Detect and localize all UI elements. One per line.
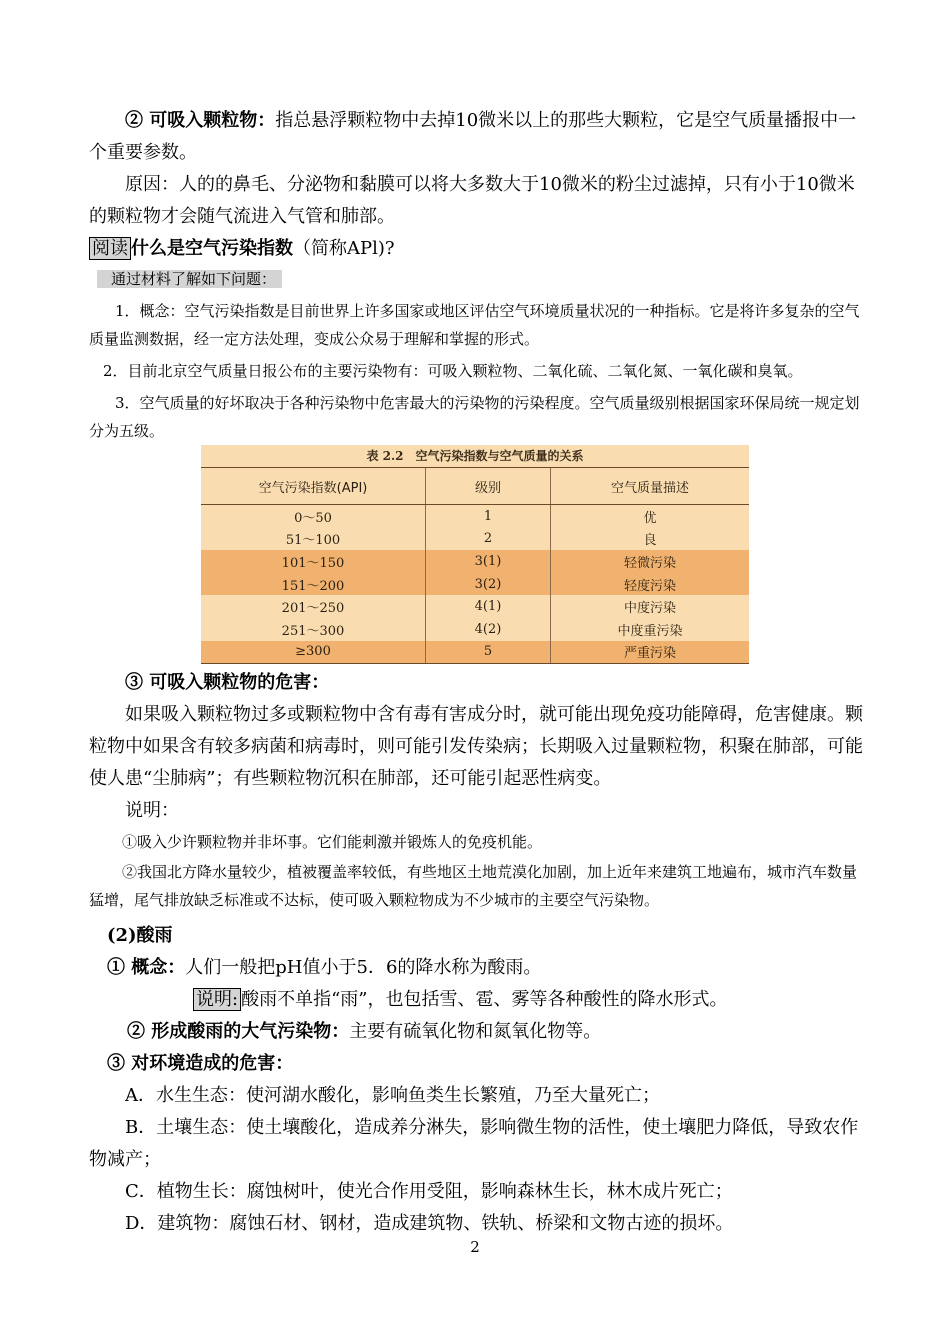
api-table: [201, 467, 749, 664]
cell-level: 3(1): [426, 550, 551, 573]
cell-level: 5: [426, 641, 551, 664]
cell-level: 1: [426, 505, 551, 528]
table-row: [201, 573, 749, 596]
table-row: [201, 528, 749, 551]
cell-level: 4(1): [426, 595, 551, 618]
acid-concept: [107, 952, 883, 984]
intro-text: 通过材料了解如下问题：: [97, 270, 282, 288]
table-row: [201, 550, 749, 573]
cell-description: 轻度污染: [551, 573, 750, 596]
header-api: 空气污染指数(API): [201, 468, 426, 505]
reading-heading: [89, 233, 865, 265]
reading-tag: 阅读: [89, 237, 131, 260]
acid-concept-label: ① 概念：: [107, 957, 186, 978]
explain-text: 酸雨不单指“雨”，也包括雪、雹、雾等各种酸性的降水形式。: [241, 989, 728, 1010]
acid-harm-heading: [107, 1048, 883, 1080]
acid-concept-text: 人们一般把pH值小于5．6的降水称为酸雨。: [185, 957, 542, 978]
cell-description: 轻微污染: [551, 550, 750, 573]
cell-description: 严重污染: [551, 641, 750, 664]
header-description: 空气质量描述: [551, 468, 750, 505]
note-2: ②我国北方降水量较少，植被覆盖率较低，有些地区土地荒漠化加剧，加上近年来建筑工地遍布，城市汽车数量猛增，尾气排放缺乏标准或不达标，使可吸入颗粒物成为不少城市的主要空气污染物。: [89, 863, 858, 909]
harm-item-a: A．水生生态：使河湖水酸化，影响鱼类生长繁殖，乃至大量死亡；: [125, 1085, 660, 1106]
acid-rain-heading: [107, 920, 883, 952]
harm-item-b: B．土壤生态：使土壤酸化，造成养分淋失，影响微生物的活性，使土壤肥力降低，导致农作物减产；: [89, 1117, 859, 1170]
acid-explain: [193, 984, 873, 1016]
explain-label: 说明:: [193, 988, 241, 1011]
cell-description: 优: [551, 505, 750, 528]
table-row: [201, 641, 749, 664]
acid-rain-title: (2)酸雨: [107, 925, 173, 946]
cell-api: 201～250: [201, 595, 426, 618]
page-number: 2: [470, 1238, 480, 1256]
cell-api: 101～150: [201, 550, 426, 573]
item-pollutants: 2．目前北京空气质量日报公布的主要污染物有：可吸入颗粒物、二氧化硫、二氧化氮、一氧化碳和臭氧。: [103, 362, 803, 380]
harm-title: ③ 可吸入颗粒物的危害：: [125, 672, 330, 693]
harm-heading: [89, 667, 865, 699]
acid-harm-label: ③ 对环境造成的危害：: [107, 1053, 294, 1074]
reading-title: 什么是空气污染指数: [131, 238, 293, 259]
harm-paragraph: 如果吸入颗粒物过多或颗粒物中含有毒有害成分时，就可能出现免疫功能障碍，危害健康。颗粒物中如果含有较多病菌和病毒时，则可能引发传染病；长期吸入过量颗粒物，积聚在肺部，可能使人患“尘肺病”；有些颗粒物沉积在肺部，还可能引起恶性病变。: [89, 704, 863, 789]
table-row: [201, 595, 749, 618]
harm-item-d: D．建筑物：腐蚀石材、钢材，造成建筑物、铁轨、桥梁和文物古迹的损坏。: [125, 1213, 734, 1234]
cell-description: 中度重污染: [551, 618, 750, 641]
cell-level: 4(2): [426, 618, 551, 641]
cell-description: 良: [551, 528, 750, 551]
cell-level: 3(2): [426, 573, 551, 596]
intro-line: [97, 265, 873, 293]
cell-level: 2: [426, 528, 551, 551]
acid-pollutants: [127, 1016, 903, 1048]
item-levels: 3．空气质量的好坏取决于各种污染物中危害最大的污染物的污染程度。空气质量级别根据国家环保局统一规定划分为五级。: [89, 394, 860, 440]
cell-api: 251～300: [201, 618, 426, 641]
table-caption: 表 2.2 空气污染指数与空气质量的关系: [366, 449, 584, 463]
reading-suffix: （简称APl)?: [293, 238, 395, 259]
harm-item-c: C．植物生长：腐蚀树叶，使光合作用受阻，影响森林生长，林木成片死亡；: [125, 1181, 733, 1202]
acid-pollutants-label: ② 形成酸雨的大气污染物：: [127, 1021, 350, 1042]
note-1: ①吸入少许颗粒物并非坏事。它们能刺激并锻炼人的免疫机能。: [122, 833, 543, 851]
cell-api: 151～200: [201, 573, 426, 596]
header-level: 级别: [426, 468, 551, 505]
paragraph-reason: 原因：人的的鼻毛、分泌物和黏膜可以将大多数大于10微米的粉尘过滤掉，只有小于10微米的颗粒物才会随气流进入气管和肺部。: [89, 174, 855, 227]
paragraph-respirable-particles: [89, 105, 865, 169]
table-row: [201, 618, 749, 641]
cell-api: ≥300: [201, 641, 426, 664]
note-label: 说明：: [125, 800, 179, 821]
api-table-image: [201, 445, 749, 663]
cell-description: 中度污染: [551, 595, 750, 618]
table-row: [201, 505, 749, 528]
cell-api: 0～50: [201, 505, 426, 528]
paragraph-label: ② 可吸入颗粒物：: [125, 110, 276, 131]
acid-pollutants-text: 主要有硫氧化物和氮氧化物等。: [349, 1021, 602, 1042]
paragraph-text: 指总悬浮颗粒物中去掉10微米以上的那些大颗粒，它是空气质量播报中一个重要参数。: [89, 110, 857, 163]
table-header-row: [201, 468, 749, 505]
cell-api: 51～100: [201, 528, 426, 551]
item-concept: 1．概念：空气污染指数是目前世界上许多国家或地区评估空气环境质量状况的一种指标。它是将许多复杂的空气质量监测数据，经一定方法处理，变成公众易于理解和掌握的形式。: [89, 302, 860, 348]
